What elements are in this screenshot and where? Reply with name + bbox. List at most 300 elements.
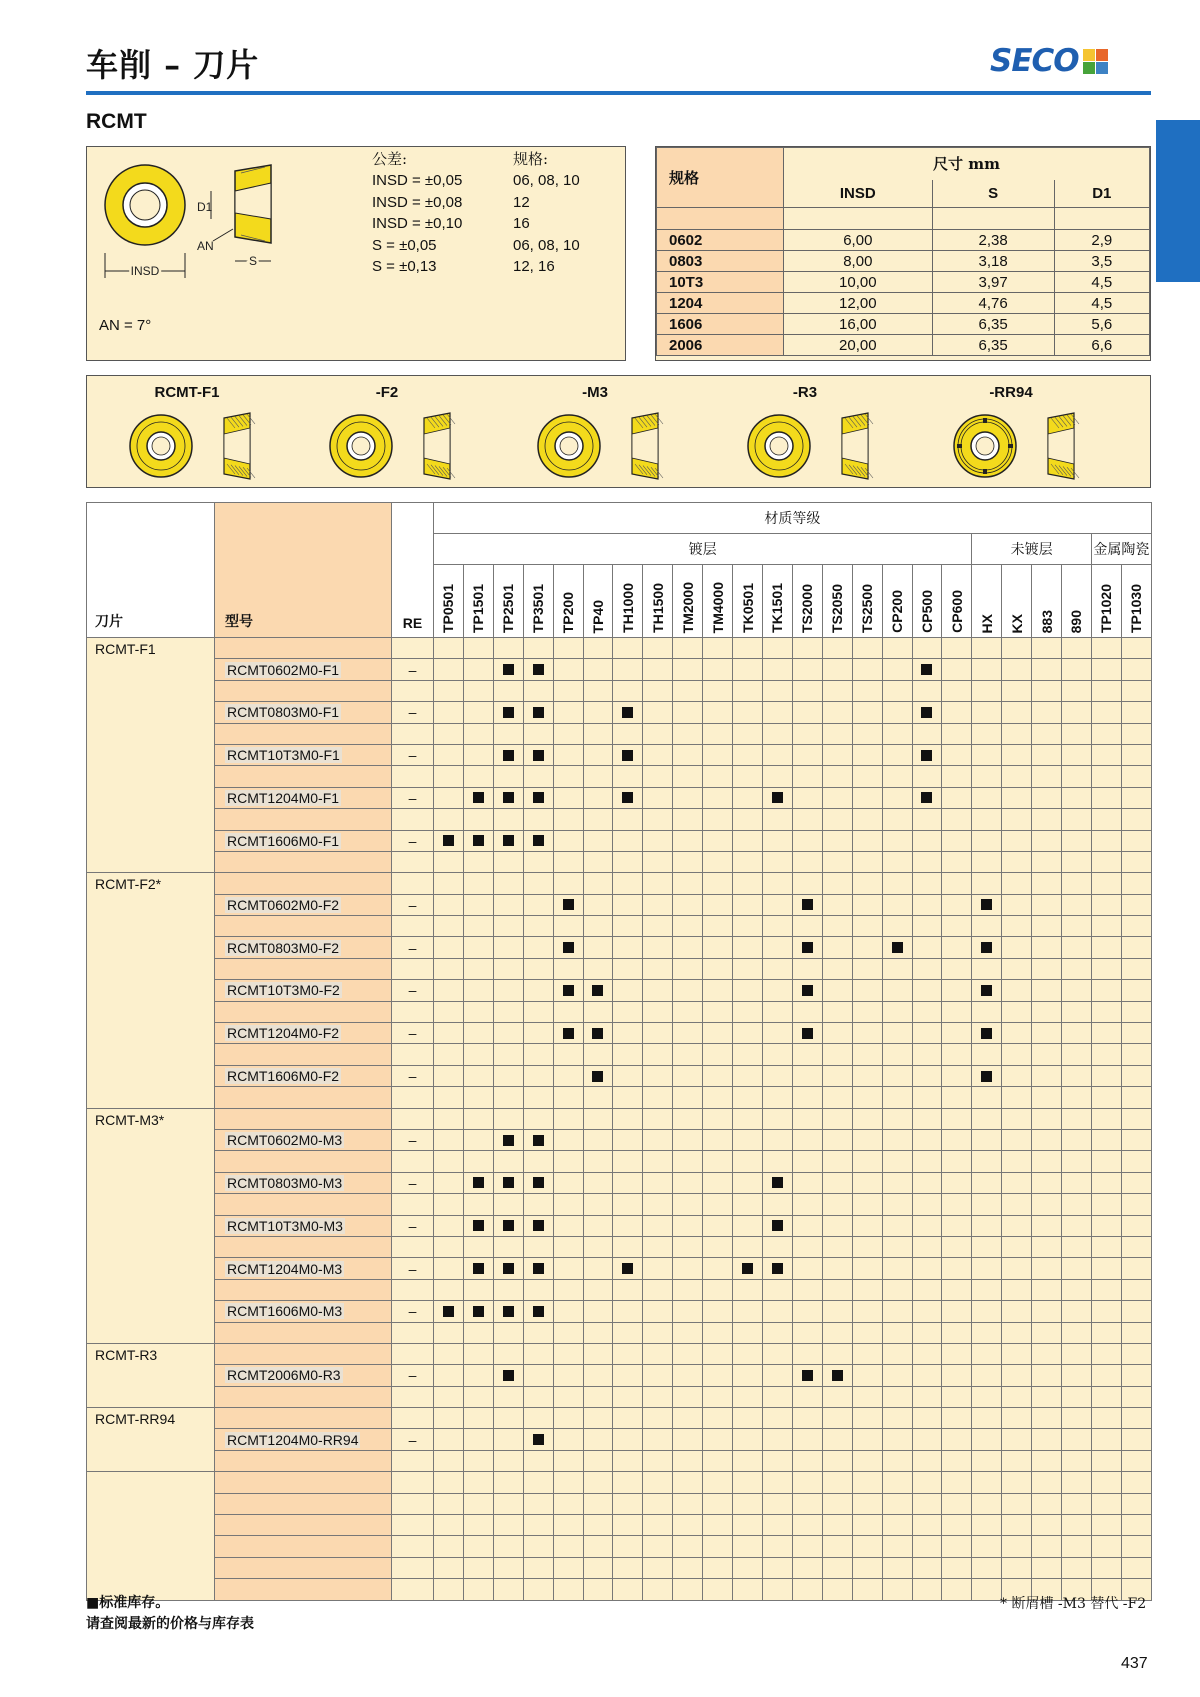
spacer-cell [1062, 1386, 1092, 1407]
grade-cell [792, 1023, 822, 1044]
stock-mark-icon [563, 942, 574, 953]
spacer-cell [434, 1493, 464, 1514]
grade-cell [553, 1215, 583, 1236]
stock-mark-icon [533, 1135, 544, 1146]
model-cell [215, 830, 392, 851]
grade-cell [673, 659, 703, 680]
spacer-cell [1062, 1236, 1092, 1257]
dim-row [657, 230, 1150, 251]
spacer-cell [703, 1579, 733, 1600]
insert-group-label: RCMT-R3 [87, 1343, 215, 1407]
section-heading: RCMT [86, 110, 147, 133]
spacer-cell [523, 809, 553, 830]
grade-cell [1002, 894, 1032, 915]
spacer-cell [942, 1001, 972, 1022]
model-spacer-cell [215, 1236, 392, 1257]
grade-cell [613, 702, 643, 723]
stock-mark-icon [473, 792, 484, 803]
spacer-cell [1032, 1236, 1062, 1257]
spacer-cell [792, 1194, 822, 1215]
dim-row [657, 335, 1150, 356]
spacer-cell [1091, 1557, 1121, 1578]
stock-mark-icon [921, 664, 932, 675]
spacer-cell [583, 1194, 613, 1215]
grade-cell [852, 702, 882, 723]
spacer-cell [553, 851, 583, 872]
spacer-cell [493, 1557, 523, 1578]
spacer-cell [1121, 1151, 1151, 1172]
spacer-cell [493, 1236, 523, 1257]
spacer-cell [972, 1322, 1002, 1343]
spacer-cell [523, 1386, 553, 1407]
spacer-cell [463, 851, 493, 872]
spacer-cell [553, 1472, 583, 1493]
spacer-cell [942, 1236, 972, 1257]
grade-availability-table-wrap [86, 502, 1151, 1582]
grade-cell [673, 1429, 703, 1450]
spacer-cell [822, 1579, 852, 1600]
spacer-cell [1002, 851, 1032, 872]
grade-cell [762, 937, 792, 958]
grade-cell [733, 1429, 763, 1450]
grade-cell [912, 1129, 942, 1150]
spacer-cell [792, 1087, 822, 1108]
spacer-cell [1032, 1557, 1062, 1578]
spacer-cell [1091, 1322, 1121, 1343]
spacer-cell [1032, 1386, 1062, 1407]
spacer-cell [703, 1001, 733, 1022]
grade-cell [673, 1365, 703, 1386]
spacer-cell [463, 1343, 493, 1364]
spacer-cell [882, 1450, 912, 1471]
dim-col-insd: INSD [784, 180, 933, 208]
spacer-cell [972, 723, 1002, 744]
grade-cell [792, 1258, 822, 1279]
grade-cell [703, 1301, 733, 1322]
model-cell [215, 744, 392, 765]
stock-mark-icon [503, 664, 514, 675]
insert-row [87, 787, 1152, 808]
spacer-cell [583, 1001, 613, 1022]
spacer-cell [613, 1408, 643, 1429]
spacer-cell [434, 1408, 464, 1429]
spacer-cell [463, 1044, 493, 1065]
model-spacer-cell [215, 1386, 392, 1407]
spacer-cell [392, 1108, 434, 1129]
insert-row [87, 744, 1152, 765]
spacer-cell [762, 1386, 792, 1407]
spacer-cell [523, 1536, 553, 1557]
spacer-cell [822, 1557, 852, 1578]
grade-column-header [733, 565, 763, 638]
spacer-cell [852, 1087, 882, 1108]
grade-cell [673, 744, 703, 765]
grade-cell [463, 937, 493, 958]
spacer-cell [882, 958, 912, 979]
stock-mark-icon [503, 1306, 514, 1317]
grade-cell [613, 1429, 643, 1450]
grade-name: CP600 [948, 590, 965, 633]
variant-insert-icon [327, 406, 497, 486]
spacer-cell [912, 1450, 942, 1471]
model-code: RCMT0803M0-M3 [227, 1174, 343, 1191]
spacer-cell [583, 1322, 613, 1343]
spacer-cell [392, 1579, 434, 1600]
grade-cell [1091, 744, 1121, 765]
dim-value-cell: 2,38 [932, 230, 1054, 251]
spacer-cell [583, 680, 613, 701]
spacer-cell [852, 680, 882, 701]
spacer-cell [1121, 916, 1151, 937]
grade-cell [463, 1429, 493, 1450]
grade-cell [1002, 787, 1032, 808]
grade-cell [493, 1023, 523, 1044]
grade-cell [1091, 1129, 1121, 1150]
model-spacer-cell [215, 1279, 392, 1300]
grade-cell [912, 1215, 942, 1236]
grade-cell [792, 1129, 822, 1150]
dim-value-cell: 3,18 [932, 251, 1054, 272]
spacer-cell [434, 873, 464, 894]
chipbreaker-footnote: * 断屑槽 -M3 替代 -F2 [1000, 1596, 1147, 1612]
spacer-cell [673, 851, 703, 872]
spacer-cell [703, 1151, 733, 1172]
spacer-cell [1002, 766, 1032, 787]
spacer-cell [703, 1194, 733, 1215]
spacer-cell [463, 638, 493, 659]
grade-cell [822, 1129, 852, 1150]
spacer-cell [392, 1151, 434, 1172]
grade-cell [493, 1301, 523, 1322]
grade-name: TP0501 [440, 583, 457, 633]
spacer-cell [613, 1386, 643, 1407]
spacer-cell [762, 1194, 792, 1215]
spacer-cell [613, 1579, 643, 1600]
spacer-cell [493, 1408, 523, 1429]
spacer-cell [1091, 1536, 1121, 1557]
spacer-cell [762, 1493, 792, 1514]
spacer-cell [643, 638, 673, 659]
grade-name: TS2500 [859, 583, 876, 633]
model-spacer-cell [215, 638, 392, 659]
model-code: RCMT1204M0-F1 [227, 789, 340, 806]
grade-cell [1002, 1023, 1032, 1044]
spacer-cell [583, 1044, 613, 1065]
spacer-cell [1002, 680, 1032, 701]
grade-cell [553, 830, 583, 851]
grade-cell [852, 1365, 882, 1386]
grade-cell [613, 830, 643, 851]
spacer-cell [1002, 1557, 1032, 1578]
grade-cell [1121, 830, 1151, 851]
page-title: 车削 – 刀片 [86, 46, 260, 84]
spacer-cell [553, 916, 583, 937]
stock-mark-icon [533, 792, 544, 803]
spacer-cell [972, 1087, 1002, 1108]
spacer-cell [523, 723, 553, 744]
spacer-cell [822, 766, 852, 787]
spacer-cell [493, 638, 523, 659]
grade-cell [792, 980, 822, 1001]
spacer-cell [463, 1279, 493, 1300]
grade-cell [822, 787, 852, 808]
grade-cell [1032, 702, 1062, 723]
spacer-cell [912, 723, 942, 744]
angle-note: AN = 7° [99, 317, 152, 334]
spacer-cell [583, 1450, 613, 1471]
grade-cell [852, 1172, 882, 1193]
dim-row [657, 314, 1150, 335]
grade-cell [942, 702, 972, 723]
spacer-cell [493, 1515, 523, 1536]
grade-cell [792, 1429, 822, 1450]
grade-cell [912, 659, 942, 680]
grade-cell [613, 744, 643, 765]
spacer-cell [1002, 1515, 1032, 1536]
spacer-cell [1032, 1194, 1062, 1215]
grade-cell [852, 744, 882, 765]
spacer-cell [942, 680, 972, 701]
grade-cell [523, 659, 553, 680]
grade-cell [942, 894, 972, 915]
dim-value-cell: 3,5 [1054, 251, 1149, 272]
spacer-cell [392, 851, 434, 872]
grade-cell [703, 937, 733, 958]
spacer-cell [1091, 1087, 1121, 1108]
grade-cell [703, 1129, 733, 1150]
spacer-cell [733, 1515, 763, 1536]
logo-text: SECO [990, 43, 1079, 79]
grade-cell [643, 1258, 673, 1279]
spacer-cell [463, 1087, 493, 1108]
spacer-cell [972, 916, 1002, 937]
spacer-cell [553, 1194, 583, 1215]
grade-cell [434, 1365, 464, 1386]
spacer-cell [583, 1108, 613, 1129]
spacer-cell [583, 1557, 613, 1578]
spacer-cell [1032, 1279, 1062, 1300]
spacer-cell [762, 723, 792, 744]
stock-mark-icon [533, 1306, 544, 1317]
grade-cell [1062, 702, 1092, 723]
spacer-cell [852, 1557, 882, 1578]
spacer-cell [972, 1279, 1002, 1300]
grade-cell [1091, 894, 1121, 915]
spacer-cell [613, 1493, 643, 1514]
grade-cell [792, 1301, 822, 1322]
dim-value-cell: 4,5 [1054, 293, 1149, 314]
spacer-cell [434, 1194, 464, 1215]
model-spacer-cell [215, 873, 392, 894]
grade-cell [733, 1172, 763, 1193]
spacer-cell [1032, 680, 1062, 701]
grade-cell [942, 1215, 972, 1236]
spacer-cell [553, 1044, 583, 1065]
grade-name: TS2050 [829, 583, 846, 633]
spacer-cell [553, 766, 583, 787]
grade-cell [1121, 894, 1151, 915]
spacer-cell [762, 1279, 792, 1300]
spacer-cell [703, 1343, 733, 1364]
grade-cell [703, 1023, 733, 1044]
spacer-cell [912, 916, 942, 937]
spacer-cell [1032, 1322, 1062, 1343]
grade-cell [762, 1065, 792, 1086]
grade-cell [822, 1023, 852, 1044]
grade-cell [1091, 702, 1121, 723]
grade-cell [553, 894, 583, 915]
re-cell: – [392, 702, 434, 723]
spacer-cell [882, 723, 912, 744]
spacer-cell [703, 1322, 733, 1343]
spacer-cell [882, 1536, 912, 1557]
spacer-cell [822, 1536, 852, 1557]
model-spacer-cell [215, 1194, 392, 1215]
spacer-cell [392, 873, 434, 894]
spacer-cell [822, 1194, 852, 1215]
grade-cell [1062, 1065, 1092, 1086]
stock-mark-icon [921, 750, 932, 761]
spacer-cell [762, 1151, 792, 1172]
grade-cell [493, 1172, 523, 1193]
spacer-cell [1121, 958, 1151, 979]
grade-cell [792, 744, 822, 765]
grade-cell [1091, 937, 1121, 958]
empty-insert-cell [87, 1536, 215, 1557]
spacer-cell [972, 1515, 1002, 1536]
spacer-cell [822, 1472, 852, 1493]
spacer-cell [852, 723, 882, 744]
grade-cell [733, 1129, 763, 1150]
grade-cell [762, 1215, 792, 1236]
spacer-cell [613, 873, 643, 894]
grade-cell [1002, 830, 1032, 851]
spacer-cell [852, 1279, 882, 1300]
grade-cell [493, 1129, 523, 1150]
spacer-cell [792, 1515, 822, 1536]
insert-row [87, 1129, 1152, 1150]
spacer-cell [1002, 1450, 1032, 1471]
spacer-cell [643, 1001, 673, 1022]
grade-cell [822, 702, 852, 723]
spacer-cell [733, 1579, 763, 1600]
grade-column-header [1091, 565, 1121, 638]
insert-row [87, 980, 1152, 1001]
grade-cell [643, 1301, 673, 1322]
spacer-cell [1062, 1151, 1092, 1172]
grade-cell [613, 1172, 643, 1193]
dim-row [657, 293, 1150, 314]
insert-row [87, 702, 1152, 723]
spacer-cell [703, 809, 733, 830]
grade-cell [942, 830, 972, 851]
grade-cell [643, 1023, 673, 1044]
spacer-cell [703, 1386, 733, 1407]
spacer-cell [822, 723, 852, 744]
spacer-cell [1002, 809, 1032, 830]
grade-cell [1091, 1215, 1121, 1236]
grade-cell [942, 659, 972, 680]
grade-cell [1062, 744, 1092, 765]
grade-cell [703, 659, 733, 680]
spacer-cell [972, 1044, 1002, 1065]
grade-cell [1121, 980, 1151, 1001]
spacer-cell [463, 1001, 493, 1022]
grade-cell [1062, 1129, 1092, 1150]
spacer-cell [1121, 1536, 1151, 1557]
spacer-cell [1121, 1279, 1151, 1300]
grade-name: TP1020 [1098, 583, 1115, 633]
spacer-cell [1062, 1493, 1092, 1514]
grade-cell [882, 1172, 912, 1193]
spacer-cell [733, 916, 763, 937]
grade-cell [434, 1258, 464, 1279]
spacer-cell [463, 1151, 493, 1172]
grade-cell [643, 980, 673, 1001]
spacer-cell [1091, 766, 1121, 787]
grade-cell [553, 1129, 583, 1150]
insert-row [87, 1301, 1152, 1322]
spacer-cell [673, 1450, 703, 1471]
stock-mark-icon [981, 942, 992, 953]
spacer-cell [792, 958, 822, 979]
grade-cell [703, 830, 733, 851]
grade-cell [1062, 1429, 1092, 1450]
spacer-cell [882, 1236, 912, 1257]
grade-cell [792, 830, 822, 851]
stock-mark-icon [772, 792, 783, 803]
dim-col-d1: D1 [1054, 180, 1149, 208]
spacer-cell [912, 809, 942, 830]
grade-cell [882, 659, 912, 680]
model-cell [215, 702, 392, 723]
spacer-cell [1032, 873, 1062, 894]
stock-mark-icon [921, 707, 932, 718]
spacer-cell [1091, 1236, 1121, 1257]
grade-cell [493, 894, 523, 915]
spacer-cell [822, 916, 852, 937]
spacer-cell [463, 1322, 493, 1343]
grade-cell [583, 1129, 613, 1150]
stock-mark-icon [473, 1220, 484, 1231]
spacer-cell [762, 1236, 792, 1257]
spacer-cell [792, 1151, 822, 1172]
spacer-cell [942, 723, 972, 744]
grade-cell [1121, 1065, 1151, 1086]
stock-mark-icon [772, 1263, 783, 1274]
spacer-cell [703, 1044, 733, 1065]
stock-mark-icon [533, 1263, 544, 1274]
grade-cell [1062, 1023, 1092, 1044]
spacer-cell [523, 1579, 553, 1600]
spacer-cell [882, 1386, 912, 1407]
model-spacer-cell [215, 1087, 392, 1108]
spacer-cell [1002, 1279, 1032, 1300]
grade-cell [912, 1301, 942, 1322]
spacer-cell [733, 638, 763, 659]
spacer-cell [942, 916, 972, 937]
spacer-cell [493, 680, 523, 701]
spacer-cell [822, 1087, 852, 1108]
spacer-cell [673, 1151, 703, 1172]
dim-size-cell: 0803 [657, 251, 784, 272]
spacer-cell [1121, 1408, 1151, 1429]
spacer-cell [882, 1194, 912, 1215]
grade-cell [463, 787, 493, 808]
insert-group-label: RCMT-M3* [87, 1108, 215, 1343]
grade-cell [852, 980, 882, 1001]
spacer-cell [1062, 723, 1092, 744]
